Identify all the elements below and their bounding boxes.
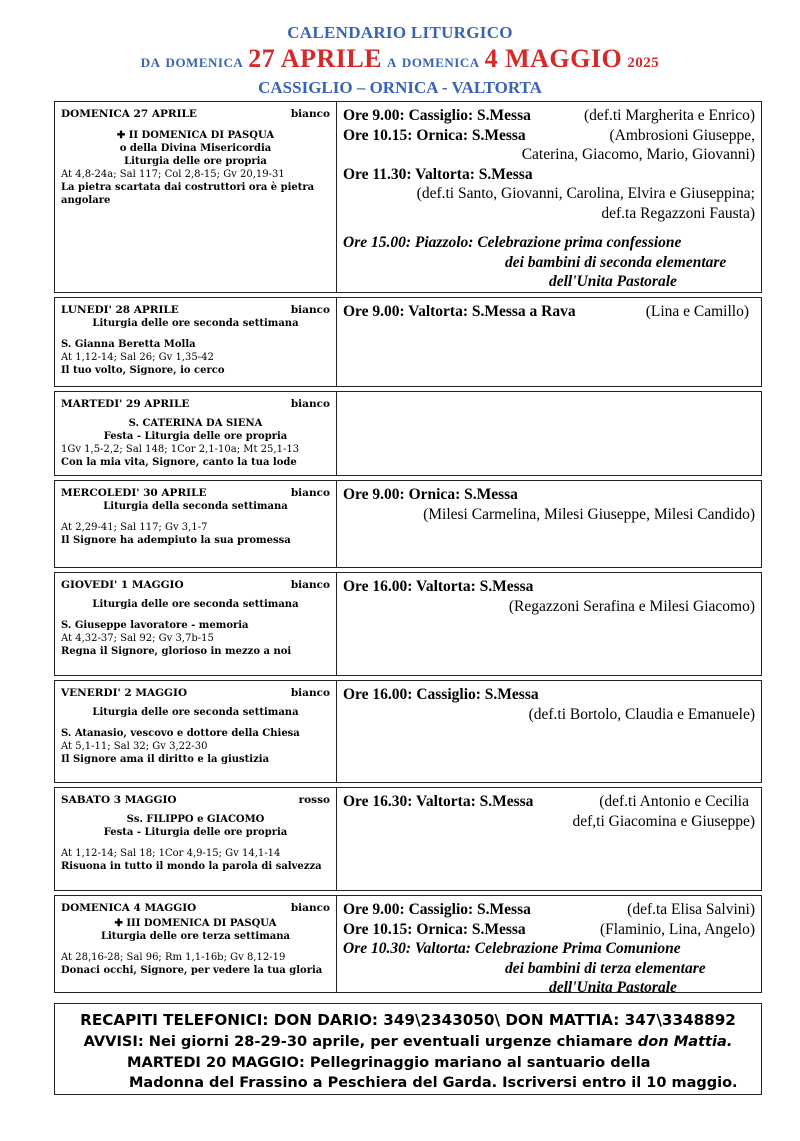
liturgical-color: bianco (290, 902, 330, 914)
day-info (55, 896, 337, 992)
day-label: MERCOLEDI' 30 APRILE (61, 487, 207, 499)
parishes: CASSIGLIO – ORNICA - VALTORTA (258, 78, 542, 97)
event-note: (def.ti Bortolo, Claudia e Emanuele) (528, 705, 755, 723)
date-range-to-label: a domenica (387, 51, 480, 71)
feast-title: Ss. FILIPPO e GIACOMO (126, 814, 265, 825)
notice-line (55, 1031, 761, 1052)
day-label: VENERDI' 2 MAGGIO (61, 687, 188, 699)
saint: S. Giuseppe lavoratore - memoria (61, 620, 249, 631)
event-main: Ore 9.00: Cassiglio: S.Messa (343, 901, 531, 918)
event-note: (Flaminio, Lina, Angelo) (600, 920, 755, 938)
calendar-title: CALENDARIO LITURGICO (287, 23, 513, 42)
day-row (54, 297, 762, 387)
day-info (55, 481, 337, 567)
readings: At 2,29-41; Sal 117; Gv 3,1-7 (61, 522, 208, 533)
day-info (55, 392, 337, 475)
event-note: dell'Unita Pastorale (549, 979, 677, 996)
notices-box (54, 1003, 762, 1095)
liturgical-color: bianco (290, 304, 330, 316)
event-note: (Ambrosioni Giuseppe, (609, 126, 755, 144)
day-events (337, 573, 761, 675)
end-date: 4 MAGGIO (484, 44, 623, 73)
day-label: SABATO 3 MAGGIO (61, 794, 177, 806)
day-events (337, 896, 761, 996)
day-label: DOMENICA 4 MAGGIO (61, 902, 197, 914)
psalm-response: La pietra scartata dai costruttori ora è pietra angolare (61, 182, 315, 206)
event-note: dei bambini di seconda elementare (505, 253, 727, 271)
day-events (337, 481, 761, 567)
day-events (337, 681, 761, 782)
event-note: dell'Unita Pastorale (549, 273, 677, 290)
event-main: Ore 15.00: Piazzolo: Celebrazione prima confessione (343, 234, 682, 251)
liturgy: Liturgia delle ore seconda settimana (92, 599, 299, 610)
readings: At 1,12-14; Sal 18; 1Cor 4,9-15; Gv 14,1-14 (61, 848, 281, 859)
day-info (55, 573, 337, 675)
event-note: def.ta Regazzoni Fausta) (601, 204, 755, 222)
header (0, 22, 800, 98)
saint: S. Gianna Beretta Molla (61, 339, 196, 350)
event-main: Ore 9.00: Valtorta: S.Messa a Rava (343, 303, 576, 320)
start-date: 27 APRILE (248, 44, 383, 73)
feast-title: S. CATERINA DA SIENA (128, 418, 263, 429)
day-events (337, 392, 761, 475)
day-events (337, 788, 761, 890)
feast-subtitle: o della Divina Misericordia (119, 143, 272, 154)
day-row (54, 680, 762, 783)
event-note: dei bambini di terza elementare (505, 959, 706, 977)
readings: At 28,16-28; Sal 96; Rm 1,1-16b; Gv 8,12-19 (61, 952, 286, 963)
day-info (55, 681, 337, 782)
liturgy: Liturgia delle ore propria (124, 156, 267, 167)
readings: At 5,1-11; Sal 32; Gv 3,22-30 (61, 741, 208, 752)
day-label: DOMENICA 27 APRILE (61, 108, 197, 120)
liturgy: Liturgia delle ore seconda settimana (92, 707, 299, 718)
psalm-response: Donaci occhi, Signore, per vedere la tua gloria (61, 965, 323, 976)
day-label: LUNEDI' 28 APRILE (61, 304, 179, 316)
liturgical-color: bianco (290, 687, 330, 699)
day-label: MARTEDI' 29 APRILE (61, 398, 190, 410)
event-note: def,ti Giacomina e Giuseppe) (572, 812, 755, 830)
liturgical-color: bianco (290, 579, 330, 591)
notice-contact: don Mattia. (637, 1033, 733, 1050)
event-main: Ore 16.30: Valtorta: S.Messa (343, 793, 534, 810)
event-note: (def.ti Margherita e Enrico) (584, 107, 755, 124)
event-main: Ore 9.00: Ornica: S.Messa (343, 486, 518, 503)
event-main: Ore 10.30: Valtorta: Celebrazione Prima Comunione (343, 940, 681, 957)
event-note: (Regazzoni Serafina e Milesi Giacomo) (508, 597, 755, 615)
day-events (337, 298, 761, 386)
event-main: Ore 10.15: Ornica: S.Messa (343, 920, 526, 938)
liturgical-color: bianco (290, 108, 330, 120)
day-row (54, 101, 762, 293)
event-main: Ore 11.30: Valtorta: S.Messa (343, 165, 533, 183)
readings: At 1,12-14; Sal 26; Gv 1,35-42 (61, 352, 214, 363)
psalm-response: Risuona in tutto il mondo la parola di salvezza (61, 861, 322, 872)
event-note: (Milesi Carmelina, Milesi Giuseppe, Milesi Candido) (423, 505, 755, 523)
day-row (54, 480, 762, 568)
liturgy: Festa - Liturgia delle ore propria (103, 431, 288, 442)
readings: At 4,8-24a; Sal 117; Col 2,8-15; Gv 20,19-31 (61, 169, 285, 180)
liturgical-color: rosso (298, 794, 330, 806)
readings: At 4,32-37; Sal 92; Gv 3,7b-15 (61, 633, 214, 644)
event-main: Ore 16.00: Cassiglio: S.Messa (343, 686, 539, 703)
event-main: Ore 16.00: Valtorta: S.Messa (343, 578, 534, 595)
day-info (55, 102, 337, 292)
psalm-response: Il Signore ama il diritto e la giustizia (61, 754, 270, 765)
liturgy: Liturgia della seconda settimana (103, 501, 288, 512)
notice-text: AVVISI: Nei giorni 28-29-30 aprile, per eventuali urgenze chiamare (83, 1033, 638, 1050)
event-main: Ore 9.00: Cassiglio: S.Messa (343, 107, 531, 124)
feast-title: ✚ III DOMENICA DI PASQUA (114, 918, 277, 929)
psalm-response: Il Signore ha adempiuto la sua promessa (61, 535, 291, 546)
psalm-response: Con la mia vita, Signore, canto la tua lode (61, 457, 297, 468)
pilgrimage-notice: MARTEDI 20 MAGGIO: Pellegrinaggio mariano al santuario della (127, 1054, 651, 1071)
saint: S. Atanasio, vescovo e dottore della Chiesa (61, 728, 300, 739)
day-row (54, 572, 762, 676)
event-note: (Lina e Camillo) (645, 303, 749, 320)
psalm-response: Regna il Signore, glorioso in mezzo a noi (61, 646, 292, 657)
event-note: (def.ti Santo, Giovanni, Carolina, Elvira e Giuseppina; (416, 185, 755, 202)
psalm-response: Il tuo volto, Signore, io cerco (61, 365, 225, 376)
event-note: Caterina, Giacomo, Mario, Giovanni) (521, 146, 755, 163)
year: 2025 (627, 55, 660, 71)
day-row (54, 895, 762, 996)
liturgical-color: bianco (290, 487, 330, 499)
event-note: (def.ta Elisa Salvini) (627, 901, 755, 918)
day-row (54, 787, 762, 891)
pilgrimage-notice-cont: Madonna del Frassino a Peschiera del Garda. Iscriversi entro il 10 maggio. (129, 1075, 738, 1091)
phone-contacts: RECAPITI TELEFONICI: DON DARIO: 349\2343050\ DON MATTIA: 347\3348892 (80, 1011, 736, 1029)
feast-title: ✚ II DOMENICA DI PASQUA (116, 130, 275, 141)
day-row (54, 391, 762, 476)
readings: 1Gv 1,5-2,2; Sal 148; 1Cor 2,1-10a; Mt 25,1-13 (61, 444, 300, 455)
calendar-grid (54, 101, 762, 997)
event-note: (def.ti Antonio e Cecilia (599, 793, 749, 810)
liturgical-color: bianco (290, 398, 330, 410)
liturgy: Liturgia delle ore terza settimana (100, 931, 291, 942)
liturgy: Liturgia delle ore seconda settimana (92, 318, 299, 329)
liturgy: Festa - Liturgia delle ore propria (103, 827, 288, 838)
day-events (337, 102, 761, 292)
event-main: Ore 10.15: Ornica: S.Messa (343, 126, 526, 144)
day-label: GIOVEDI' 1 MAGGIO (61, 579, 184, 591)
date-range (0, 44, 800, 78)
day-info (55, 298, 337, 386)
day-info (55, 788, 337, 890)
date-range-from-label: da domenica (140, 51, 244, 71)
